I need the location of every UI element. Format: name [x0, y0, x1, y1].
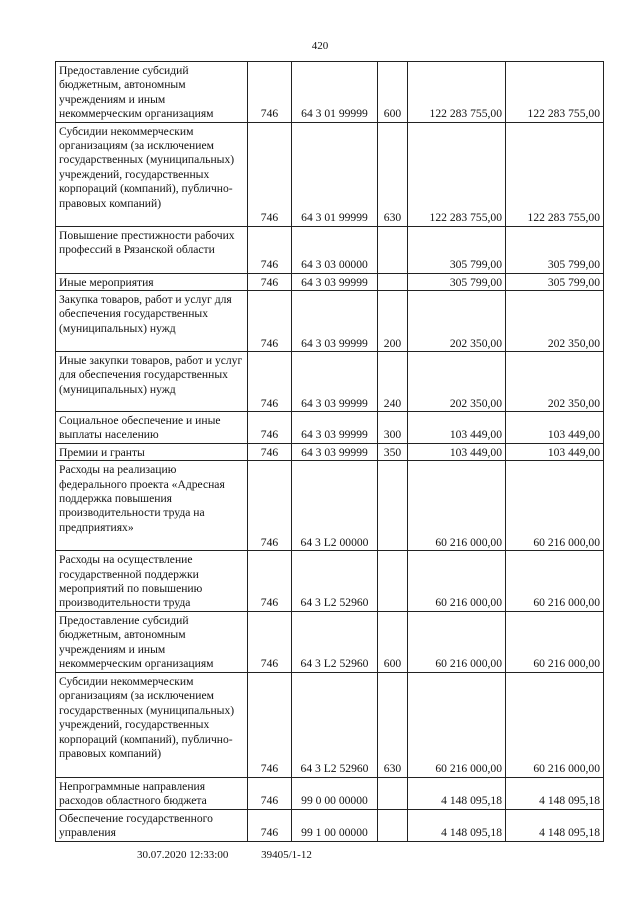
target-code: 64 3 L2 00000: [292, 461, 378, 551]
amount-2: 60 216 000,00: [506, 551, 604, 612]
expense-type: [378, 273, 408, 290]
amount-2: 4 148 095,18: [506, 777, 604, 809]
table-row: [56, 352, 604, 412]
expense-type: [378, 777, 408, 809]
dept-code: 746: [248, 809, 292, 841]
amount-1: 122 283 755,00: [408, 62, 506, 123]
expense-type: 300: [378, 412, 408, 444]
target-code: 64 3 03 99999: [292, 273, 378, 290]
expense-type: 600: [378, 62, 408, 123]
amount-1: 4 148 095,18: [408, 777, 506, 809]
amount-2: 202 350,00: [506, 291, 604, 352]
expense-type: 200: [378, 291, 408, 352]
row-name: Повышение престижности рабочих профессий в Рязанской области: [56, 226, 248, 273]
dept-code: 746: [248, 443, 292, 460]
footer-doc-id: 39405/1-12: [261, 849, 312, 861]
amount-1: 202 350,00: [408, 352, 506, 412]
table-row: [56, 672, 604, 777]
dept-code: 746: [248, 273, 292, 290]
dept-code: 746: [248, 461, 292, 551]
row-name: Непрограммные направления расходов областного бюджета: [56, 777, 248, 809]
amount-2: 60 216 000,00: [506, 611, 604, 672]
row-name: Расходы на осуществление государственной поддержки мероприятий по повышению производительности труда: [56, 551, 248, 612]
amount-2: 60 216 000,00: [506, 461, 604, 551]
expense-type: [378, 809, 408, 841]
row-name: Иные закупки товаров, работ и услуг для обеспечения государственных (муниципальных) нужд: [56, 352, 248, 412]
amount-2: 4 148 095,18: [506, 809, 604, 841]
amount-2: 305 799,00: [506, 226, 604, 273]
row-name: Расходы на реализацию федерального проекта «Адресная поддержка повышения производительности труда на предприятиях»: [56, 461, 248, 551]
table-row: [56, 551, 604, 612]
expense-type: [378, 226, 408, 273]
target-code: 99 0 00 00000: [292, 777, 378, 809]
dept-code: 746: [248, 62, 292, 123]
document-footer: [137, 849, 342, 861]
table-row: [56, 273, 604, 290]
target-code: 99 1 00 00000: [292, 809, 378, 841]
target-code: 64 3 L2 52960: [292, 672, 378, 777]
dept-code: 746: [248, 672, 292, 777]
target-code: 64 3 03 99999: [292, 412, 378, 444]
expense-type: 630: [378, 122, 408, 226]
amount-2: 103 449,00: [506, 412, 604, 444]
amount-1: 60 216 000,00: [408, 551, 506, 612]
amount-1: 60 216 000,00: [408, 611, 506, 672]
amount-1: 305 799,00: [408, 226, 506, 273]
table-row: [56, 777, 604, 809]
table-row: [56, 122, 604, 226]
target-code: 64 3 03 99999: [292, 352, 378, 412]
footer-timestamp: 30.07.2020 12:33:00: [137, 849, 229, 861]
expense-type: 600: [378, 611, 408, 672]
target-code: 64 3 01 99999: [292, 62, 378, 123]
row-name: Закупка товаров, работ и услуг для обеспечения государственных (муниципальных) нужд: [56, 291, 248, 352]
amount-2: 202 350,00: [506, 352, 604, 412]
row-name: Иные мероприятия: [56, 273, 248, 290]
expense-type: [378, 461, 408, 551]
table-row: [56, 226, 604, 273]
dept-code: 746: [248, 611, 292, 672]
row-name: Обеспечение государственного управления: [56, 809, 248, 841]
table-row: [56, 443, 604, 460]
table-row: [56, 291, 604, 352]
table-row: [56, 62, 604, 123]
dept-code: 746: [248, 291, 292, 352]
expense-type: [378, 551, 408, 612]
dept-code: 746: [248, 412, 292, 444]
table-row: [56, 809, 604, 841]
amount-1: 103 449,00: [408, 412, 506, 444]
dept-code: 746: [248, 551, 292, 612]
row-name: Социальное обеспечение и иные выплаты населению: [56, 412, 248, 444]
table-row: [56, 611, 604, 672]
amount-1: 202 350,00: [408, 291, 506, 352]
amount-1: 60 216 000,00: [408, 672, 506, 777]
amount-1: 103 449,00: [408, 443, 506, 460]
target-code: 64 3 L2 52960: [292, 551, 378, 612]
amount-2: 122 283 755,00: [506, 122, 604, 226]
table-row: [56, 412, 604, 444]
budget-table: [55, 61, 604, 842]
table-row: [56, 461, 604, 551]
target-code: 64 3 L2 52960: [292, 611, 378, 672]
dept-code: 746: [248, 352, 292, 412]
dept-code: 746: [248, 122, 292, 226]
target-code: 64 3 03 99999: [292, 291, 378, 352]
amount-1: 122 283 755,00: [408, 122, 506, 226]
amount-1: 4 148 095,18: [408, 809, 506, 841]
row-name: Премии и гранты: [56, 443, 248, 460]
expense-type: 350: [378, 443, 408, 460]
expense-type: 240: [378, 352, 408, 412]
amount-2: 103 449,00: [506, 443, 604, 460]
target-code: 64 3 03 00000: [292, 226, 378, 273]
row-name: Субсидии некоммерческим организациям (за исключением государственных (муниципальных) учреждений, государственных корпораций (компаний), публично-правовых компаний): [56, 672, 248, 777]
amount-2: 60 216 000,00: [506, 672, 604, 777]
amount-2: 122 283 755,00: [506, 62, 604, 123]
amount-2: 305 799,00: [506, 273, 604, 290]
expense-type: 630: [378, 672, 408, 777]
page-number: 420: [311, 40, 329, 52]
dept-code: 746: [248, 226, 292, 273]
target-code: 64 3 03 99999: [292, 443, 378, 460]
row-name: Предоставление субсидий бюджетным, автономным учреждениям и иным некоммерческим организациям: [56, 62, 248, 123]
target-code: 64 3 01 99999: [292, 122, 378, 226]
row-name: Предоставление субсидий бюджетным, автономным учреждениям и иным некоммерческим организациям: [56, 611, 248, 672]
amount-1: 305 799,00: [408, 273, 506, 290]
row-name: Субсидии некоммерческим организациям (за исключением государственных (муниципальных) учреждений, государственных корпораций (компаний), публично-правовых компаний): [56, 122, 248, 226]
dept-code: 746: [248, 777, 292, 809]
amount-1: 60 216 000,00: [408, 461, 506, 551]
